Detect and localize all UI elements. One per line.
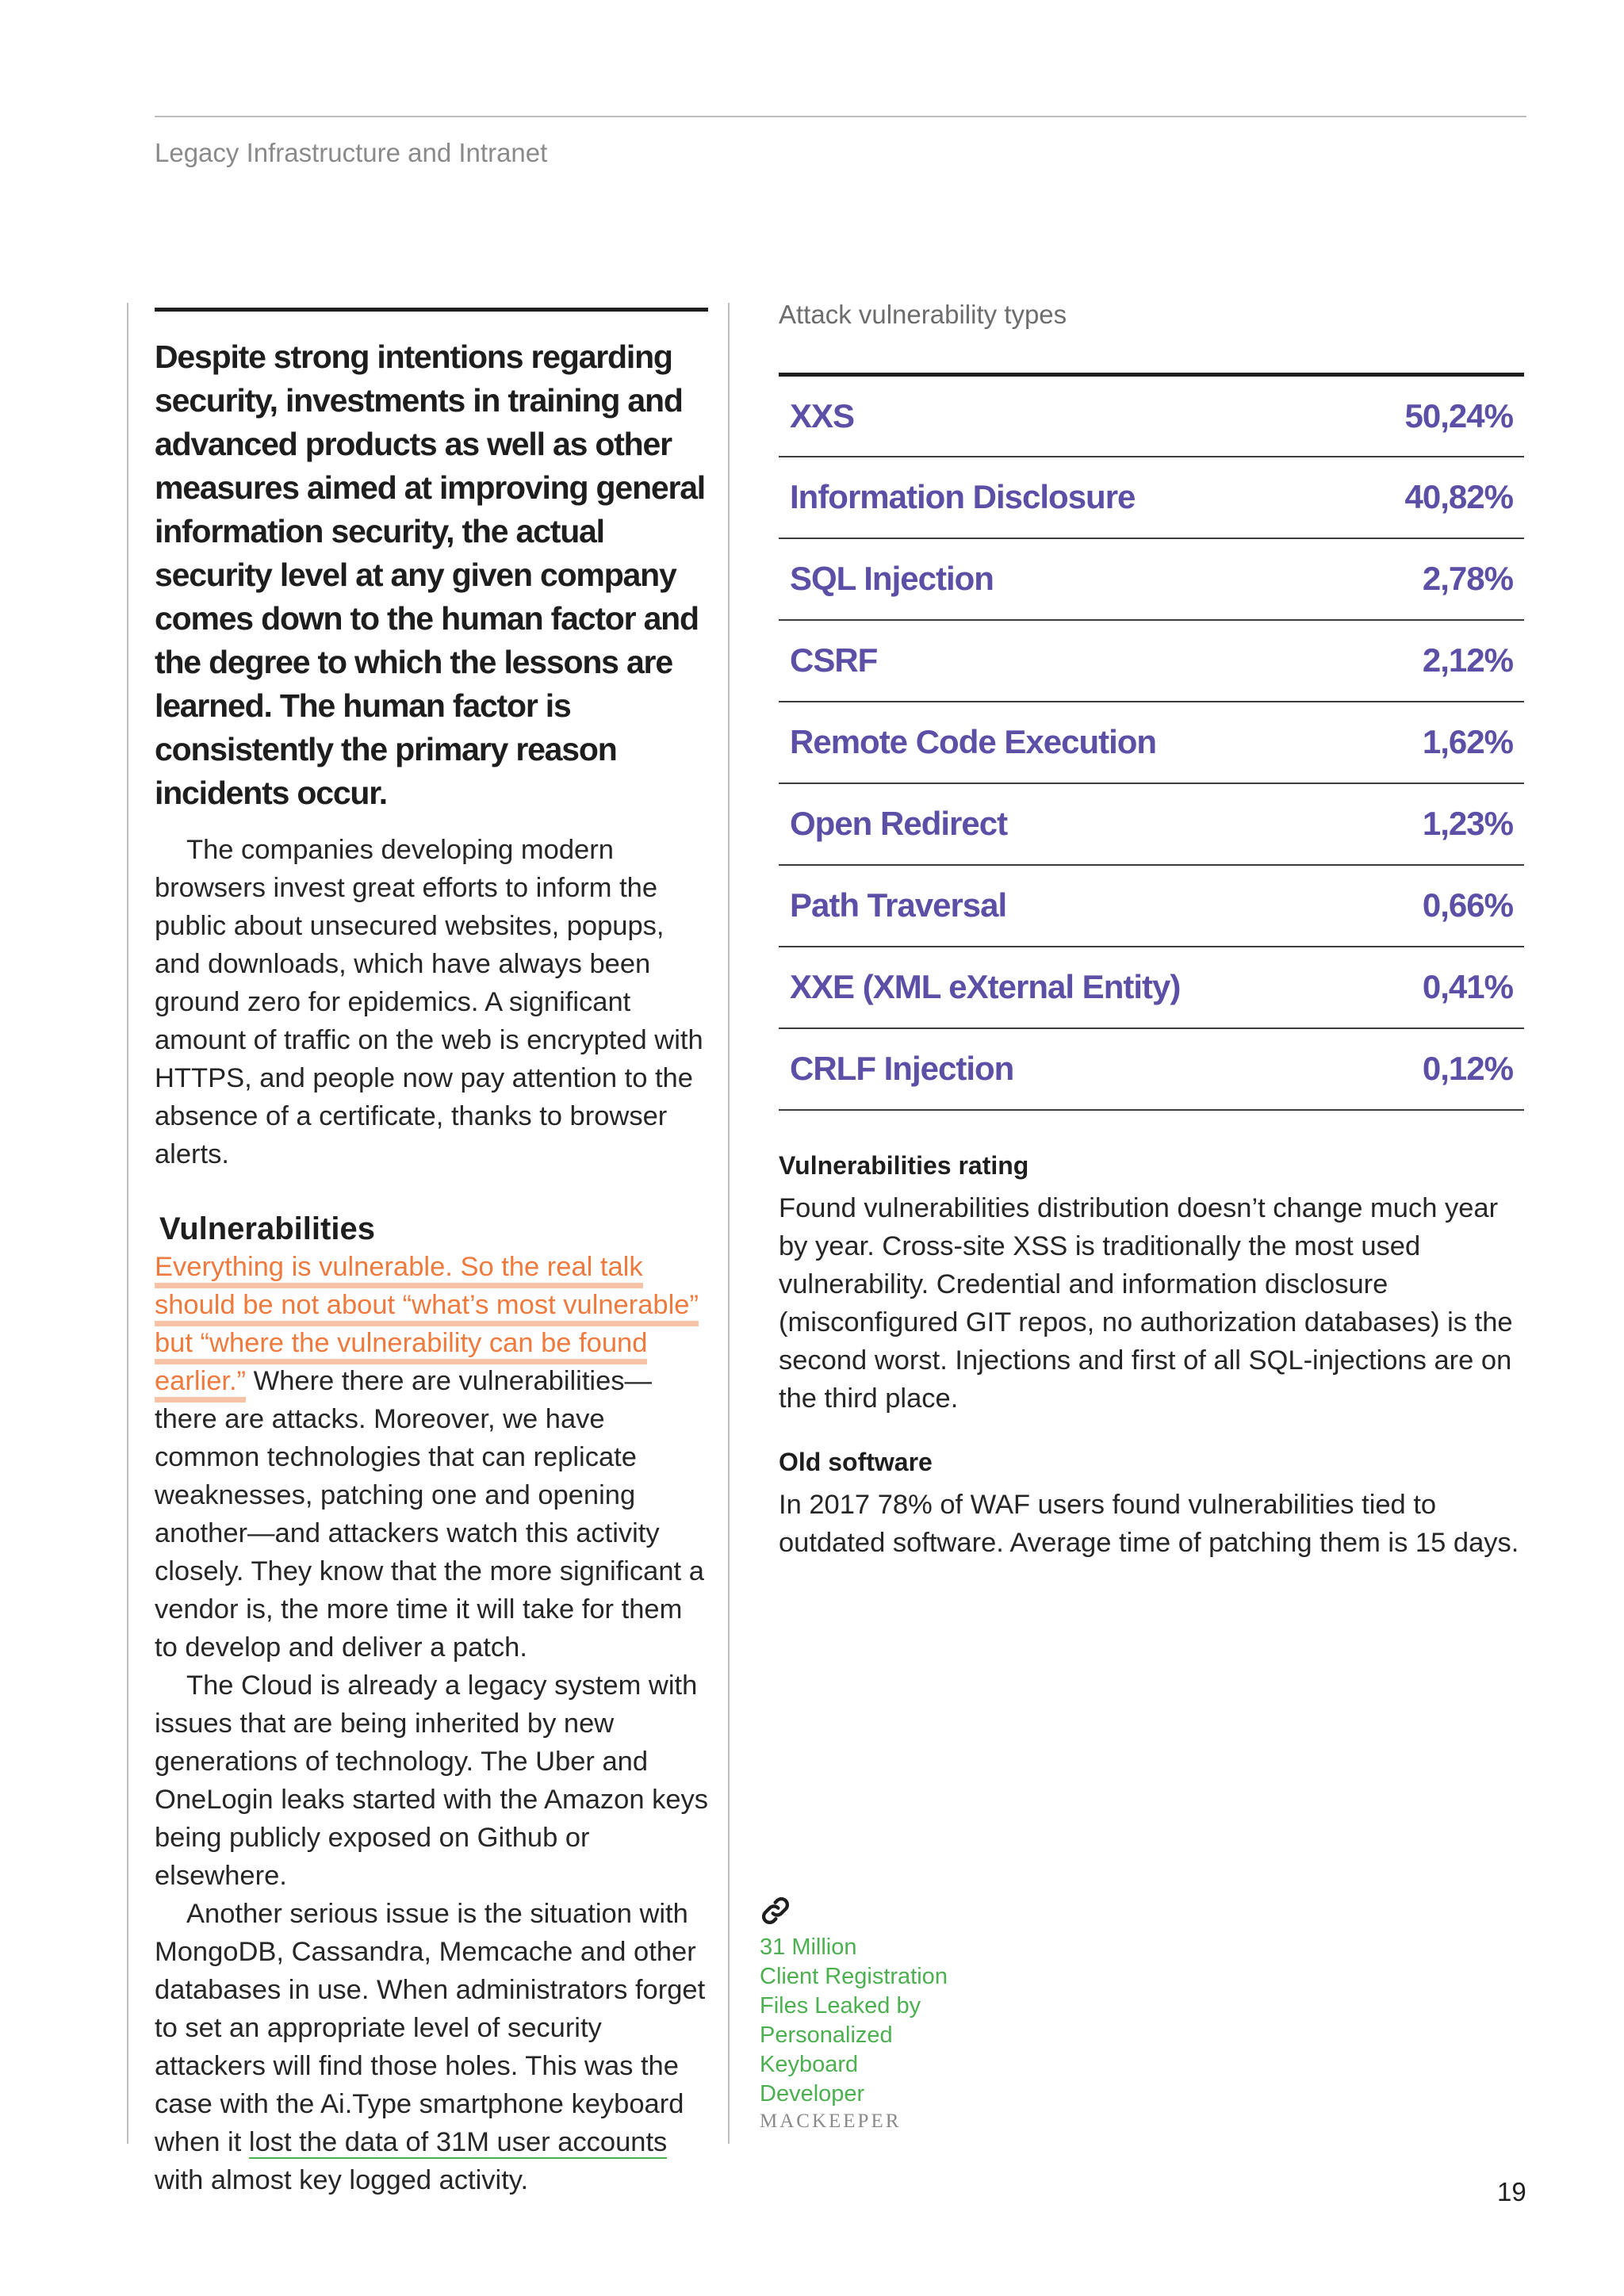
side-note-line: Personalized	[760, 2022, 893, 2048]
link-icon	[760, 1895, 791, 1927]
old-software-paragraph: In 2017 78% of WAF users found vulnerabilities tied to outdated software. Average time of patching them is 15 days.	[779, 1490, 1519, 1558]
vulnerability-types-table	[779, 373, 1524, 1111]
left-column-rule	[127, 303, 128, 2144]
table-row	[779, 457, 1524, 538]
side-note-link[interactable]	[760, 1895, 998, 2133]
vulnerability-percentage: 2,78%	[1422, 560, 1513, 597]
table-row	[779, 620, 1524, 702]
vulnerabilities-paragraph-text: Where there are vulnerabilities—there are attacks. Moreover, we have common technologies that can replicate weaknesses, patching one and opening another—and attackers watch this activity closely. They know that the more significant a vendor is, the more time it will take for them to develop and deliver a patch.	[155, 1366, 704, 1663]
vulnerability-percentage: 0,12%	[1422, 1050, 1513, 1087]
section-heading-vulnerabilities: Vulnerabilities	[159, 1211, 375, 1246]
running-header: Legacy Infrastructure and Intranet	[155, 138, 548, 167]
vulnerability-name: Open Redirect	[790, 805, 1008, 842]
vulnerability-percentage: 40,82%	[1404, 478, 1513, 515]
databases-paragraph: Another serious issue is the situation with MongoDB, Cassandra, Memcache and other databases in use. When administrators forget to set an appropriate level of security attackers will find those holes. This was the case with the Ai.Type smartphone keyboard when it lost the data of 31M user accounts with almost key logged activity.	[155, 1899, 706, 2195]
vulnerability-percentage: 0,66%	[1422, 886, 1513, 924]
vulnerability-name: CSRF	[790, 641, 878, 679]
side-note-line: Client Registration	[760, 1964, 948, 1989]
lead-rule	[155, 308, 708, 312]
old-software-heading: Old software	[779, 1448, 933, 1476]
vulnerability-name: XXS	[790, 396, 855, 434]
table-row	[779, 865, 1524, 947]
lead-paragraph: Despite strong intentions regarding security, investments in training and advanced products as well as other measures aimed at improving general information security, the actual security level at any given company comes down to the human factor and the degree to which the lessons are learned. The human factor is consistently the primary reason incidents occur.	[155, 339, 705, 811]
table-row	[779, 783, 1524, 865]
table-row	[779, 947, 1524, 1028]
pull-quote: Everything is vulnerable. So the real talk should be not about “what’s most vulnerable” but “where the vulnerability can be found earlier.”	[155, 1252, 699, 1402]
vulnerability-name: Information Disclosure	[790, 478, 1136, 515]
rating-paragraph: Found vulnerabilities distribution doesn’t change much year by year. Cross-site XSS is traditionally the most used vulnerability. Credential and information disclosure (misconfigured GIT repos, no authorization databases) is the second worst. Injections and first of all SQL-injections are on the third place.	[779, 1193, 1513, 1414]
column-divider	[728, 303, 730, 2144]
table-row	[779, 1028, 1524, 1110]
side-note-title[interactable]	[760, 1933, 998, 2109]
vulnerability-percentage: 0,41%	[1422, 968, 1513, 1005]
vulnerability-name: CRLF Injection	[790, 1050, 1014, 1087]
table-row	[779, 702, 1524, 783]
vulnerability-name: Path Traversal	[790, 886, 1007, 924]
vulnerability-name: SQL Injection	[790, 560, 994, 597]
vulnerability-percentage: 2,12%	[1422, 641, 1513, 679]
vulnerabilities-paragraph	[155, 1248, 710, 1667]
vulnerability-percentage: 50,24%	[1404, 396, 1513, 434]
side-note-line: Developer	[760, 2081, 865, 2107]
side-note-source: MACKEEPER	[760, 2110, 902, 2132]
page-number: 19	[1497, 2177, 1526, 2206]
header-rule	[155, 116, 1526, 117]
vulnerability-name: Remote Code Execution	[790, 723, 1157, 760]
vulnerability-name: XXE (XML eXternal Entity)	[790, 968, 1181, 1005]
left-column	[155, 308, 710, 2199]
side-note-line: 31 Million	[760, 1934, 857, 1960]
vulnerability-percentage: 1,23%	[1422, 805, 1513, 842]
side-note-line: Files Leaked by	[760, 1993, 921, 2019]
ai-type-leak-link[interactable]: lost the data of 31M user accounts	[248, 2127, 668, 2157]
table-row	[779, 538, 1524, 620]
right-column	[779, 1148, 1524, 1589]
table-title: Attack vulnerability types	[779, 300, 1067, 329]
cloud-paragraph: The Cloud is already a legacy system with issues that are being inherited by new generations of technology. The Uber and OneLogin leaks started with the Amazon keys being publicly exposed on Github or elsewhere.	[155, 1670, 709, 1891]
table-row	[779, 375, 1524, 457]
side-note-line: Keyboard	[760, 2052, 859, 2077]
vulnerability-percentage: 1,62%	[1422, 723, 1513, 760]
intro-paragraph: The companies developing modern browsers invest great efforts to inform the public about unsecured websites, popups, and downloads, which have always been ground zero for epidemics. A significant amount of traffic on the web is encrypted with HTTPS, and people now pay attention to the absence of a certificate, thanks to browser alerts.	[155, 835, 703, 1169]
rating-heading: Vulnerabilities rating	[779, 1151, 1029, 1180]
